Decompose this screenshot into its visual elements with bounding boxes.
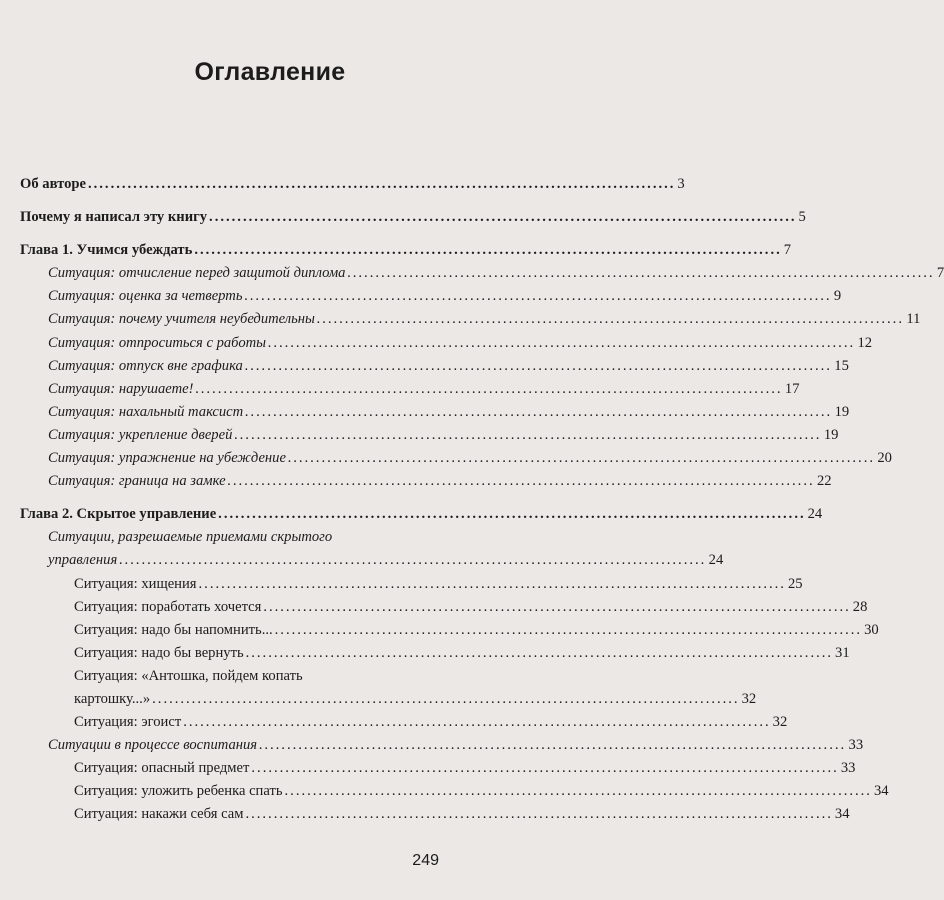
leader-dots: ........................................................................................................: [152, 690, 740, 707]
toc-entry-page: 31: [835, 644, 850, 661]
leader-dots: ........................................................................................................: [316, 311, 905, 328]
toc-entry[interactable]: [20, 378, 800, 401]
toc-entry-text: Глава 1. Учимся убеждать: [20, 242, 193, 259]
toc-entry-page: 3: [677, 176, 685, 192]
toc-entry[interactable]: [20, 285, 842, 308]
leader-dots: ........................................................................................................: [245, 644, 834, 661]
toc-entry-text: Ситуации в процессе воспитания: [48, 737, 258, 754]
leader-dots: ........................................................................................................: [259, 737, 847, 754]
toc-entry-why-book[interactable]: [20, 206, 806, 229]
leader-dots: ........................................................................................................: [227, 473, 815, 490]
toc-entry-text: Ситуации, разрешаемые приемами скрытого: [48, 529, 333, 546]
page-number: 249: [412, 852, 439, 869]
toc-entry[interactable]: [20, 757, 856, 780]
toc-entry-page: 33: [840, 760, 856, 777]
toc-entry-text: Ситуация: упражнение на убеждение: [48, 450, 286, 467]
toc-section-upbringing[interactable]: [20, 734, 864, 757]
toc-entry-text-continued: картошку...»: [74, 690, 151, 707]
leader-dots: ........................................................................................................: [194, 242, 782, 259]
toc-entry[interactable]: [20, 401, 850, 424]
table-of-contents: [20, 173, 944, 827]
toc-entry-page: 30: [864, 621, 879, 638]
toc-entry-text: Ситуация: накажи себя сам: [74, 806, 244, 823]
leader-dots: ........................................................................................................: [287, 450, 876, 467]
toc-entry[interactable]: [20, 447, 892, 470]
leader-dots: ........................................................................................................: [87, 176, 676, 192]
toc-entry-page: 24: [708, 552, 724, 569]
toc-entry-text: Почему я написал эту книгу: [20, 209, 208, 226]
toc-section-hidden-control[interactable]: [20, 526, 724, 572]
toc-entry-page: 32: [741, 690, 757, 707]
leader-dots: ........................................................................................................: [209, 209, 797, 226]
toc-entry[interactable]: [20, 308, 921, 331]
leader-dots: ........................................................................................................: [244, 288, 832, 305]
toc-entry-page: 34: [873, 783, 889, 800]
toc-entry-page: 22: [816, 473, 832, 490]
toc-entry-text: Ситуация: отпуск вне графика: [48, 357, 243, 374]
toc-entry-text: Ситуация: нарушаете!: [48, 380, 194, 397]
toc-entry-page: 33: [848, 737, 864, 754]
toc-entry[interactable]: [20, 424, 839, 447]
leader-dots: ........................................................................................................: [244, 357, 833, 374]
toc-entry[interactable]: [20, 619, 879, 642]
leader-dots: ........................................................................................................: [183, 714, 771, 731]
toc-entry-page: 9: [833, 288, 842, 305]
leader-dots: ........................................................................................................: [245, 806, 833, 823]
toc-entry-page: 24: [807, 506, 823, 523]
toc-chapter-2[interactable]: [20, 503, 823, 526]
leader-dots: ........................................................................................................: [198, 575, 786, 592]
toc-entry-text: Ситуация: отпроситься с работы: [48, 334, 267, 351]
leader-dots: ........................................................................................................: [251, 760, 839, 777]
toc-entry-page: 7: [936, 265, 944, 282]
toc-entry-text: Ситуация: поработать хочется: [74, 598, 262, 615]
toc-entry-page: 28: [852, 598, 868, 615]
toc-entry-text: Ситуация: граница на замке: [48, 473, 226, 490]
toc-entry[interactable]: [20, 780, 889, 803]
toc-entry-page: 25: [787, 575, 803, 592]
toc-entry-page: 32: [772, 714, 788, 731]
leader-dots: ........................................................................................................: [119, 552, 707, 569]
toc-entry-text: Об авторе: [20, 176, 86, 192]
toc-entry-page: 11: [906, 311, 921, 328]
toc-entry-page: 34: [834, 806, 850, 823]
toc-entry[interactable]: [20, 332, 873, 355]
leader-dots: ........................................................................................................: [284, 783, 872, 800]
toc-entry-antoshka[interactable]: [20, 665, 757, 711]
leader-dots: ........................................................................................................: [347, 265, 935, 282]
toc-entry-text: Ситуация: хищения: [74, 575, 197, 592]
leader-dots: ........................................................................................................: [234, 426, 822, 443]
toc-entry-page: 7: [783, 242, 792, 259]
toc-entry-page: 12: [857, 334, 873, 351]
toc-entry-page: 19: [823, 426, 839, 443]
toc-entry-text-continued: управления: [48, 552, 118, 569]
toc-entry[interactable]: [20, 596, 868, 619]
toc-entry-text: Ситуация: уложить ребенка спать: [74, 783, 283, 800]
toc-entry-text: Ситуация: оценка за четверть: [48, 288, 243, 305]
toc-entry[interactable]: [20, 803, 850, 826]
leader-dots: ........................................................................................................: [245, 403, 833, 420]
toc-entry-text: Глава 2. Скрытое управление: [20, 506, 217, 523]
toc-entry-text: Ситуация: надо бы вернуть: [74, 644, 244, 661]
page-title: Оглавление: [194, 58, 346, 86]
leader-dots: ........................................................................................................: [218, 506, 806, 523]
toc-entry-text: Ситуация: эгоист: [74, 714, 182, 731]
toc-entry[interactable]: [20, 573, 803, 596]
toc-entry-text: Ситуация: опасный предмет: [74, 760, 250, 777]
toc-entry-text: Ситуация: нахальный таксист: [48, 403, 244, 420]
leader-dots: ........................................................................................................: [263, 598, 851, 615]
toc-entry-page: 17: [784, 380, 800, 397]
toc-entry-text: Ситуация: «Антошка, пойдем копать: [74, 667, 303, 684]
leader-dots: ........................................................................................................: [268, 334, 856, 351]
toc-entry-page: 20: [877, 450, 892, 467]
toc-entry-page: 5: [798, 209, 806, 226]
toc-entry-text: Ситуация: укрепление дверей: [48, 426, 233, 443]
toc-entry[interactable]: [20, 355, 849, 378]
toc-entry-about-author[interactable]: [20, 173, 685, 196]
toc-entry-text: Ситуация: почему учителя неубедительны: [48, 311, 315, 328]
toc-entry[interactable]: [20, 262, 944, 285]
toc-entry-page: 15: [834, 357, 849, 374]
leader-dots: ........................................................................................................: [274, 621, 863, 638]
toc-chapter-1[interactable]: [20, 239, 792, 262]
toc-entry[interactable]: [20, 642, 850, 665]
toc-entry[interactable]: [20, 470, 832, 493]
leader-dots: ........................................................................................................: [195, 380, 783, 397]
toc-entry-text: Ситуация: надо бы напомнить...: [74, 621, 273, 638]
toc-entry[interactable]: [20, 711, 788, 734]
toc-entry-page: 19: [834, 403, 850, 420]
toc-entry-text: Ситуация: отчисление перед защитой диплома: [48, 265, 346, 282]
